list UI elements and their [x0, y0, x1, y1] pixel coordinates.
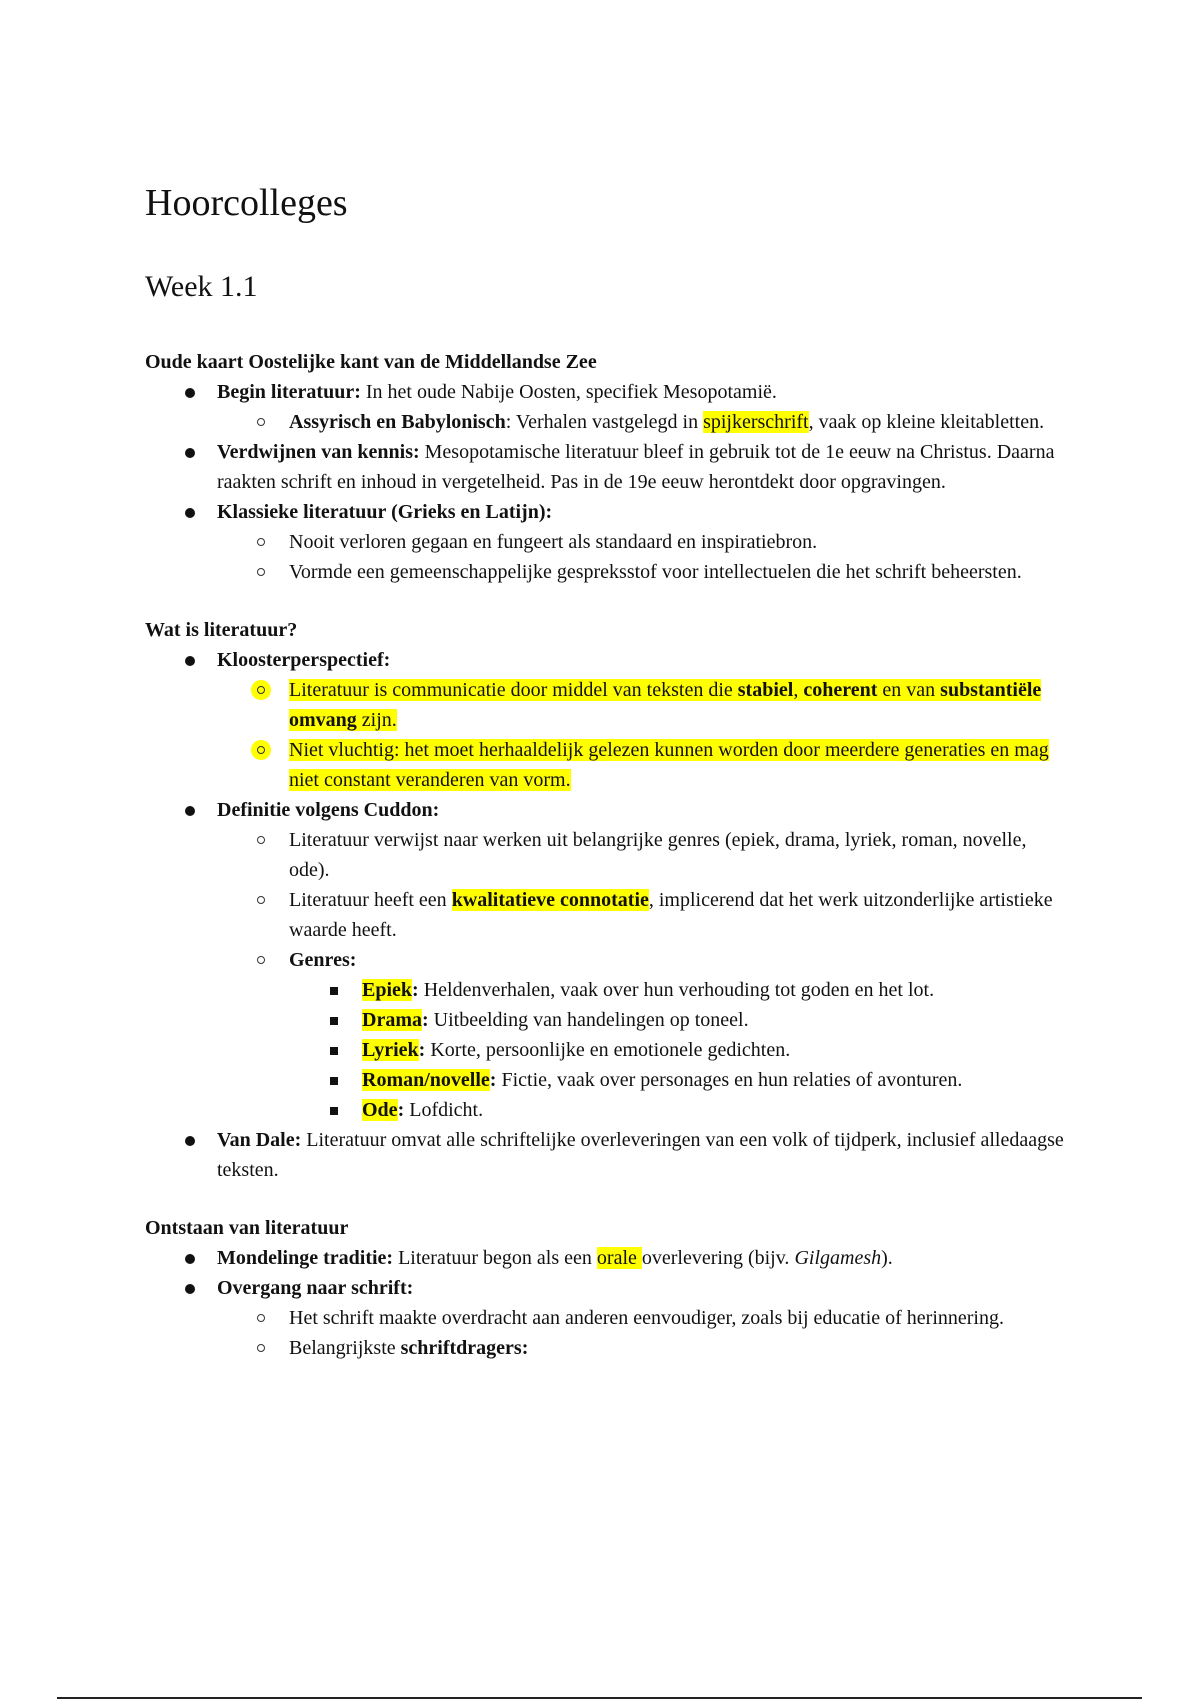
- square-bullet-icon: [330, 1107, 338, 1115]
- bullet-list: [145, 437, 1065, 527]
- circle-bullet-icon: [257, 956, 265, 964]
- sub-list: [145, 1303, 1065, 1363]
- section-heading-wat-is-literatuur: Wat is literatuur?: [145, 619, 298, 641]
- genre-name: Lyriek: [362, 1039, 419, 1061]
- highlight: spijkerschrift: [703, 411, 809, 433]
- list-item: Verdwijnen van kennis: Mesopotamische literatuur bleef in gebruik tot de 1e eeuw na Christus. Daarna raakten schrift en inhoud in vergetelheid. Pas in de 19e eeuw herontdekt door opgravingen.: [145, 437, 1065, 497]
- sub-list: [145, 407, 1065, 437]
- circle-bullet-icon: [257, 746, 265, 754]
- list-item: Nooit verloren gegaan en fungeert als standaard en inspiratiebron.: [145, 527, 1065, 557]
- bullet-list: [145, 377, 1065, 407]
- list-item: Literatuur verwijst naar werken uit belangrijke genres (epiek, drama, lyriek, roman, novelle, ode).: [145, 825, 1065, 885]
- highlight: Literatuur is communicatie door middel van teksten die stabiel, coherent en van substantiële omvang zijn.: [289, 679, 1042, 731]
- bullet-icon: [185, 1254, 195, 1264]
- sub-list: [145, 527, 1065, 587]
- genre-name: Roman/novelle: [362, 1069, 490, 1091]
- list-item: Vormde een gemeenschappelijke gespreksstof voor intellectuelen die het schrift beheersten.: [145, 557, 1065, 587]
- genre-name: Ode: [362, 1099, 398, 1121]
- square-bullet-icon: [330, 1047, 338, 1055]
- circle-bullet-icon: [257, 538, 265, 546]
- list-item: Genres:: [145, 945, 1065, 975]
- sub-list: [145, 675, 1065, 795]
- highlight: orale: [596, 1247, 642, 1269]
- list-item: Van Dale: Literatuur omvat alle schriftelijke overleveringen van een volk of tijdperk, inclusief alledaagse teksten.: [145, 1125, 1065, 1185]
- circle-bullet-icon: [257, 686, 265, 694]
- bullet-list: [145, 1243, 1065, 1303]
- bullet-list: [145, 645, 1065, 675]
- square-bullet-icon: [330, 987, 338, 995]
- list-item: Epiek: Heldenverhalen, vaak over hun verhouding tot goden en het lot.: [145, 975, 1065, 1005]
- page-divider: [57, 1697, 1142, 1699]
- week-heading: Week 1.1: [145, 270, 258, 303]
- square-bullet-icon: [330, 1017, 338, 1025]
- list-item: Belangrijkste schriftdragers:: [145, 1333, 1065, 1363]
- list-item: Klassieke literatuur (Grieks en Latijn):: [145, 497, 1065, 527]
- section-heading-ontstaan: Ontstaan van literatuur: [145, 1217, 349, 1239]
- list-item: Ode: Lofdicht.: [145, 1095, 1065, 1125]
- list-item: Roman/novelle: Fictie, vaak over personages en hun relaties of avonturen.: [145, 1065, 1065, 1095]
- bullet-list: [145, 795, 1065, 825]
- list-item: Mondelinge traditie: Literatuur begon als een orale overlevering (bijv. Gilgamesh).: [145, 1243, 1065, 1273]
- highlight: kwalitatieve connotatie: [451, 889, 649, 911]
- document-title: Hoorcolleges: [145, 182, 348, 224]
- list-item: Assyrisch en Babylonisch: Verhalen vastgelegd in spijkerschrift, vaak op kleine kleitabletten.: [145, 407, 1065, 437]
- bullet-icon: [185, 508, 195, 518]
- genre-name: Epiek: [362, 979, 413, 1001]
- bullet-icon: [185, 656, 195, 666]
- genre-name: Drama: [362, 1009, 422, 1031]
- list-item: [145, 675, 1065, 735]
- list-item: Het schrift maakte overdracht aan anderen eenvoudiger, zoals bij educatie of herinnering.: [145, 1303, 1065, 1333]
- list-item: Kloosterperspectief:: [145, 645, 1065, 675]
- bullet-icon: [185, 1284, 195, 1294]
- circle-bullet-icon: [257, 418, 265, 426]
- list-item: Lyriek: Korte, persoonlijke en emotionele gedichten.: [145, 1035, 1065, 1065]
- list-item: Begin literatuur: In het oude Nabije Oosten, specifiek Mesopotamië.: [145, 377, 1065, 407]
- bullet-icon: [185, 388, 195, 398]
- square-bullet-icon: [330, 1077, 338, 1085]
- document-page: [145, 180, 1065, 1363]
- bullet-icon: [185, 1136, 195, 1146]
- circle-bullet-icon: [257, 896, 265, 904]
- circle-bullet-icon: [257, 568, 265, 576]
- genre-list: [145, 975, 1065, 1125]
- bullet-icon: [185, 806, 195, 816]
- section-heading-oude-kaart: Oude kaart Oostelijke kant van de Middellandse Zee: [145, 351, 597, 373]
- circle-bullet-icon: [257, 1314, 265, 1322]
- list-item: Literatuur heeft een kwalitatieve connotatie, implicerend dat het werk uitzonderlijke artistieke waarde heeft.: [145, 885, 1065, 945]
- circle-bullet-icon: [257, 836, 265, 844]
- sub-list: [145, 825, 1065, 975]
- list-item: [145, 735, 1065, 795]
- bullet-list: [145, 1125, 1065, 1185]
- circle-bullet-icon: [257, 1344, 265, 1352]
- list-item: Definitie volgens Cuddon:: [145, 795, 1065, 825]
- bullet-icon: [185, 448, 195, 458]
- highlight: Niet vluchtig: het moet herhaaldelijk gelezen kunnen worden door meerdere generaties en mag niet constant veranderen van vorm.: [289, 739, 1049, 791]
- list-item: Drama: Uitbeelding van handelingen op toneel.: [145, 1005, 1065, 1035]
- list-item: Overgang naar schrift:: [145, 1273, 1065, 1303]
